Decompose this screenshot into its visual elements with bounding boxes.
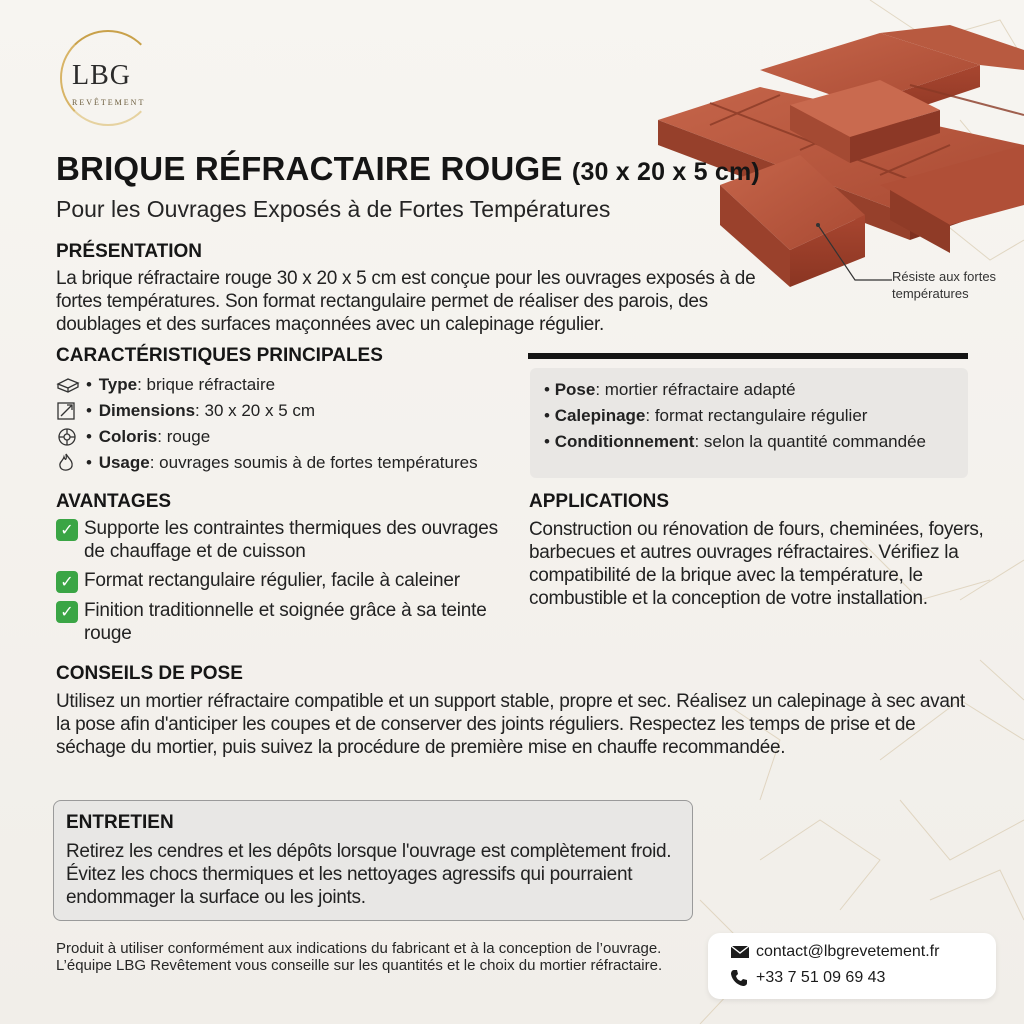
characteristic-label: Type	[98, 375, 138, 394]
spec-value: : format rectangulaire régulier	[645, 406, 868, 425]
advantage-text: Finition traditionnelle et soignée grâce à sa teinte rouge	[84, 600, 487, 644]
spec-list	[544, 377, 964, 455]
characteristic-color: • Coloris : rouge	[56, 424, 526, 450]
contact-phone[interactable]: +33 7 51 09 69 43	[756, 969, 886, 986]
installation-heading: CONSEILS DE POSE	[56, 663, 243, 684]
characteristic-label: Coloris	[98, 427, 158, 446]
characteristic-type: • Type : brique réfractaire	[56, 372, 526, 398]
page-subtitle: Pour les Ouvrages Exposés à de Fortes Températures	[56, 196, 611, 222]
spec-label: Calepinage	[554, 406, 646, 425]
characteristic-dimensions: • Dimensions : 30 x 20 x 5 cm	[56, 398, 526, 424]
characteristic-label: Usage	[98, 453, 150, 472]
section-divider	[528, 353, 968, 359]
image-callout: Résiste aux fortes températures	[892, 269, 997, 301]
applications-text: Construction ou rénovation de fours, cheminées, foyers, barbecues et autres ouvrages réfractaires. Vérifiez la compatibilité de la brique avec la température, le combustible et la conception de votre installation.	[529, 519, 984, 609]
title-dimensions: (30 x 20 x 5 cm)	[571, 158, 760, 186]
characteristic-value: : ouvrages soumis à de fortes températures	[149, 453, 478, 472]
presentation-heading: PRÉSENTATION	[56, 241, 203, 262]
characteristic-value: : brique réfractaire	[137, 375, 276, 394]
contact-email[interactable]: contact@lbgrevetement.fr	[756, 943, 940, 960]
advantage-item	[56, 569, 516, 593]
footer-disclaimer: Produit à utiliser conformément aux indications du fabricant et à la conception de l’ouvrage. L’équipe LBG Revêtement vous conseille sur les quantités et le choix du mortier réfractaire.	[56, 940, 663, 974]
advantages-heading: AVANTAGES	[56, 491, 172, 512]
characteristic-value: : 30 x 20 x 5 cm	[195, 401, 316, 420]
phone-icon	[730, 969, 756, 987]
advantage-text: Supporte les contraintes thermiques des ouvrages de chauffage et de cuisson	[84, 518, 498, 562]
characteristic-value: : rouge	[157, 427, 211, 446]
checkmark-icon: ✓	[56, 519, 78, 541]
checkmark-icon: ✓	[56, 571, 78, 593]
contact-phone-row[interactable]	[730, 969, 885, 987]
spec-item: • Conditionnement : selon la quantité commandée	[544, 432, 926, 451]
flame-icon	[56, 452, 86, 474]
advantage-item	[56, 517, 516, 563]
characteristics-heading: CARACTÉRISTIQUES PRINCIPALES	[56, 345, 383, 366]
maintenance-heading: ENTRETIEN	[66, 812, 174, 833]
characteristic-label: Dimensions	[98, 401, 196, 420]
characteristic-usage: • Usage : ouvrages soumis à de fortes températures	[56, 450, 526, 476]
title-main: BRIQUE RÉFRACTAIRE ROUGE	[56, 150, 563, 187]
color-palette-icon	[56, 426, 86, 448]
page-title	[56, 150, 856, 188]
spec-label: Pose	[554, 380, 596, 399]
brand-logo	[52, 30, 172, 130]
logo-name: LBG	[72, 60, 131, 91]
contact-card	[708, 933, 996, 999]
spec-label: Conditionnement	[554, 432, 695, 451]
dimensions-icon	[56, 400, 86, 422]
envelope-icon	[730, 945, 756, 959]
characteristics-list	[56, 372, 526, 476]
installation-text: Utilisez un mortier réfractaire compatible et un support stable, propre et sec. Réalisez un calepinage à sec avant la pose afin d'anticiper les coupes et de conserver des joints réguliers. Respectez les temps de prise et de séchage du mortier, puis suivez la procédure de première mise en chauffe recommandée.	[56, 691, 965, 758]
logo-subtitle: REVÊTEMENT	[72, 98, 146, 107]
presentation-text: La brique réfractaire rouge 30 x 20 x 5 cm est conçue pour les ouvrages exposés à de fortes températures. Son format rectangulaire permet de réaliser des parois, des doublages et des surfaces maçonnées avec un calepinage régulier.	[56, 268, 756, 335]
spec-item: • Calepinage : format rectangulaire régulier	[544, 406, 868, 425]
contact-email-row[interactable]	[730, 943, 939, 961]
checkmark-icon: ✓	[56, 601, 78, 623]
applications-heading: APPLICATIONS	[529, 491, 670, 512]
maintenance-text: Retirez les cendres et les dépôts lorsque l'ouvrage est complètement froid. Évitez les chocs thermiques et les nettoyages agressifs qui pourraient endommager la surface ou les joints.	[66, 841, 672, 908]
spec-value: : mortier réfractaire adapté	[595, 380, 796, 399]
brick-icon	[56, 374, 86, 396]
spec-item: • Pose : mortier réfractaire adapté	[544, 380, 796, 399]
advantage-text: Format rectangulaire régulier, facile à caleiner	[84, 570, 460, 591]
spec-value: : selon la quantité commandée	[694, 432, 926, 451]
advantages-list	[56, 517, 516, 651]
advantage-item	[56, 599, 516, 645]
